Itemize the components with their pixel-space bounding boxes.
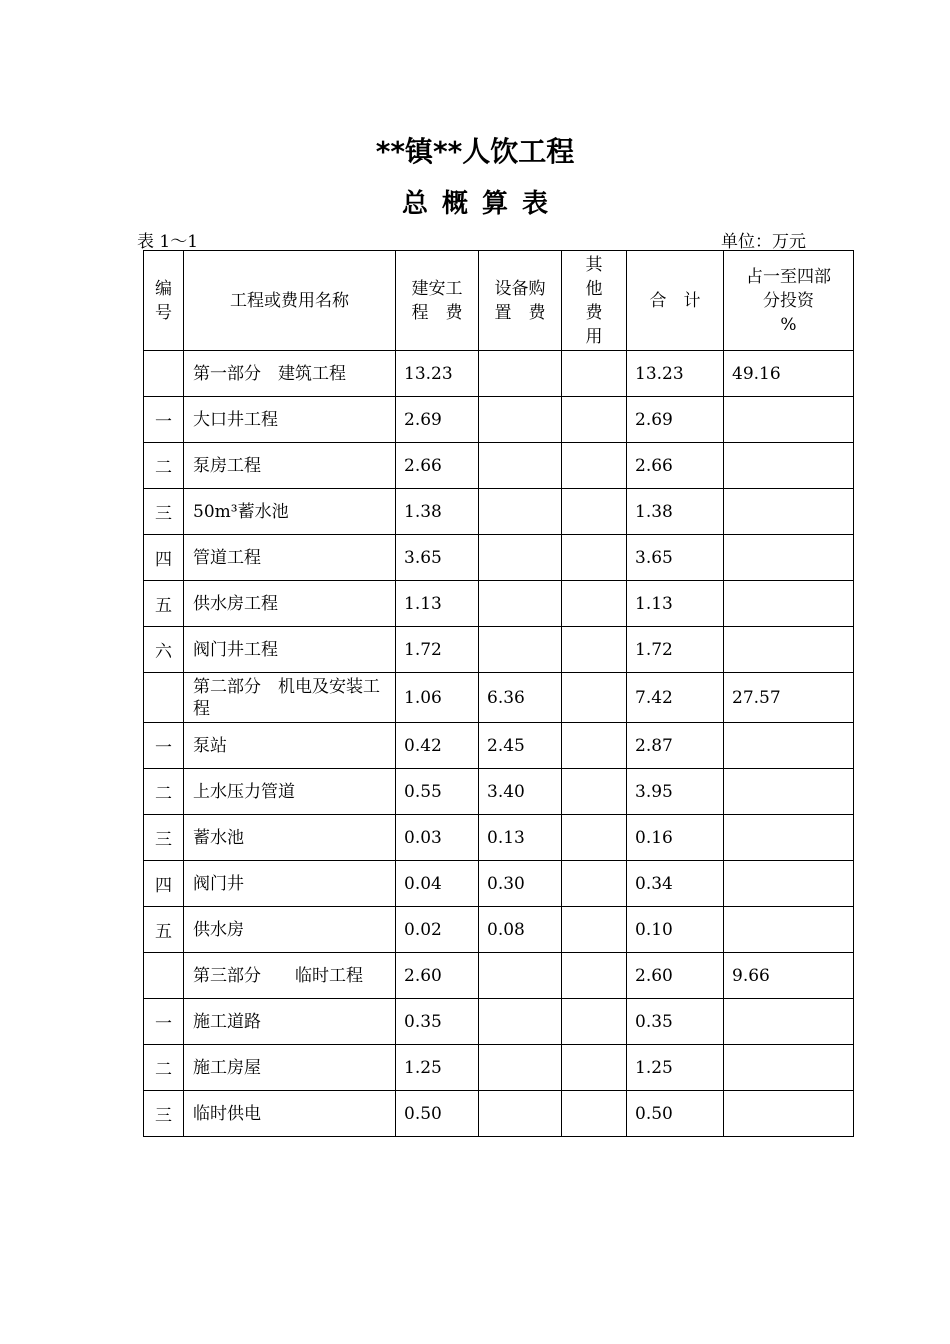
cell-percent [724,397,854,443]
cell-construction-fee: 1.72 [396,627,479,673]
cell-other-fee [562,627,627,673]
header-total: 合 计 [627,251,724,351]
cell-name: 蓄水池 [184,815,396,861]
cell-construction-fee: 1.13 [396,581,479,627]
cell-construction-fee: 2.66 [396,443,479,489]
cell-total: 0.10 [627,907,724,953]
cell-no: 一 [144,397,184,443]
cell-name: 施工道路 [184,999,396,1045]
cell-construction-fee: 2.69 [396,397,479,443]
cell-other-fee [562,443,627,489]
cell-percent [724,443,854,489]
cell-percent [724,999,854,1045]
cell-other-fee [562,999,627,1045]
cell-other-fee [562,397,627,443]
header-no: 编号 [144,251,184,351]
cell-name: 泵站 [184,723,396,769]
cell-total: 13.23 [627,351,724,397]
cell-other-fee [562,815,627,861]
cell-equipment-fee [479,1045,562,1091]
document-title: **镇**人饮工程 [375,135,575,168]
cell-name: 阀门井工程 [184,627,396,673]
cell-total: 1.13 [627,581,724,627]
cell-equipment-fee: 2.45 [479,723,562,769]
table-row [144,953,854,999]
cell-no: 一 [144,999,184,1045]
header-equipment: 设备购置 费 [479,251,562,351]
header-other: 其他费用 [562,251,627,351]
cell-total: 3.95 [627,769,724,815]
cell-percent [724,815,854,861]
table-row [144,673,854,723]
cell-no [144,673,184,723]
cell-total: 2.87 [627,723,724,769]
cell-construction-fee: 1.06 [396,673,479,723]
cell-no: 四 [144,535,184,581]
cell-percent [724,581,854,627]
cell-other-fee [562,535,627,581]
cell-total: 2.69 [627,397,724,443]
cell-percent: 27.57 [724,673,854,723]
cell-name: 供水房工程 [184,581,396,627]
cell-percent: 9.66 [724,953,854,999]
table-row [144,723,854,769]
cell-other-fee [562,581,627,627]
cell-equipment-fee [479,1091,562,1137]
cell-name: 供水房 [184,907,396,953]
cell-construction-fee: 0.04 [396,861,479,907]
cell-construction-fee: 0.02 [396,907,479,953]
cell-construction-fee: 13.23 [396,351,479,397]
cell-percent [724,769,854,815]
table-row [144,351,854,397]
cell-percent [724,627,854,673]
table-row [144,907,854,953]
cell-percent [724,907,854,953]
cell-name: 临时供电 [184,1091,396,1137]
cell-construction-fee: 1.38 [396,489,479,535]
cell-equipment-fee [479,535,562,581]
cell-name: 阀门井 [184,861,396,907]
cell-construction-fee: 3.65 [396,535,479,581]
cell-total: 1.38 [627,489,724,535]
cell-total: 1.72 [627,627,724,673]
cell-equipment-fee [479,489,562,535]
cell-no: 六 [144,627,184,673]
cell-other-fee [562,489,627,535]
cell-percent: 49.16 [724,351,854,397]
cell-total: 2.66 [627,443,724,489]
cell-equipment-fee [479,443,562,489]
cell-no: 二 [144,769,184,815]
cell-other-fee [562,907,627,953]
cell-other-fee [562,351,627,397]
cell-equipment-fee: 6.36 [479,673,562,723]
cell-total: 0.35 [627,999,724,1045]
cell-total: 2.60 [627,953,724,999]
cell-construction-fee: 0.35 [396,999,479,1045]
cell-percent [724,861,854,907]
cell-no: 一 [144,723,184,769]
cell-percent [724,1045,854,1091]
cell-equipment-fee [479,581,562,627]
document-subtitle: 总概算表 [401,189,562,219]
cell-no: 五 [144,907,184,953]
cell-name: 第二部分 机电及安装工程 [184,673,396,723]
table-body [144,351,854,1137]
cell-name: 施工房屋 [184,1045,396,1091]
cell-construction-fee: 2.60 [396,953,479,999]
cell-other-fee [562,673,627,723]
table-row [144,1045,854,1091]
cell-other-fee [562,861,627,907]
table-row [144,397,854,443]
cell-equipment-fee [479,953,562,999]
cell-equipment-fee: 0.30 [479,861,562,907]
table-row [144,861,854,907]
cell-no: 二 [144,443,184,489]
cell-name: 管道工程 [184,535,396,581]
cell-other-fee [562,723,627,769]
cell-other-fee [562,1045,627,1091]
header-percent: 占一至四部分投资 % [724,251,854,351]
cell-no [144,351,184,397]
cell-no: 四 [144,861,184,907]
cell-name: 上水压力管道 [184,769,396,815]
cell-construction-fee: 0.42 [396,723,479,769]
table-row [144,815,854,861]
cell-no: 二 [144,1045,184,1091]
cell-total: 7.42 [627,673,724,723]
cell-construction-fee: 1.25 [396,1045,479,1091]
table-row [144,443,854,489]
cell-total: 0.50 [627,1091,724,1137]
header-name: 工程或费用名称 [184,251,396,351]
cell-total: 3.65 [627,535,724,581]
table-number: 表 1～1 [137,232,199,252]
cell-total: 0.16 [627,815,724,861]
cell-equipment-fee [479,397,562,443]
cell-name: 大口井工程 [184,397,396,443]
header-construction: 建安工程 费 [396,251,479,351]
table-row [144,581,854,627]
cell-equipment-fee [479,627,562,673]
cell-percent [724,723,854,769]
cell-percent [724,1091,854,1137]
cell-no: 三 [144,815,184,861]
cell-construction-fee: 0.55 [396,769,479,815]
cell-no: 三 [144,489,184,535]
cell-equipment-fee: 0.13 [479,815,562,861]
table-row [144,999,854,1045]
cell-percent [724,535,854,581]
cell-other-fee [562,953,627,999]
cell-equipment-fee: 0.08 [479,907,562,953]
cell-name: 第一部分 建筑工程 [184,351,396,397]
cell-construction-fee: 0.03 [396,815,479,861]
cell-other-fee [562,769,627,815]
cell-name: 泵房工程 [184,443,396,489]
unit-label: 单位：万元 [721,232,806,252]
cell-equipment-fee [479,351,562,397]
cell-equipment-fee: 3.40 [479,769,562,815]
budget-table [143,250,854,1137]
cell-no: 五 [144,581,184,627]
cell-equipment-fee [479,999,562,1045]
table-row [144,535,854,581]
cell-no: 三 [144,1091,184,1137]
cell-name: 50m³蓄水池 [184,489,396,535]
cell-total: 1.25 [627,1045,724,1091]
table-row [144,489,854,535]
table-row [144,1091,854,1137]
table-row [144,627,854,673]
cell-other-fee [562,1091,627,1137]
cell-construction-fee: 0.50 [396,1091,479,1137]
cell-no [144,953,184,999]
table-row [144,769,854,815]
cell-name: 第三部分 临时工程 [184,953,396,999]
cell-percent [724,489,854,535]
table-header-row [144,251,854,351]
cell-total: 0.34 [627,861,724,907]
